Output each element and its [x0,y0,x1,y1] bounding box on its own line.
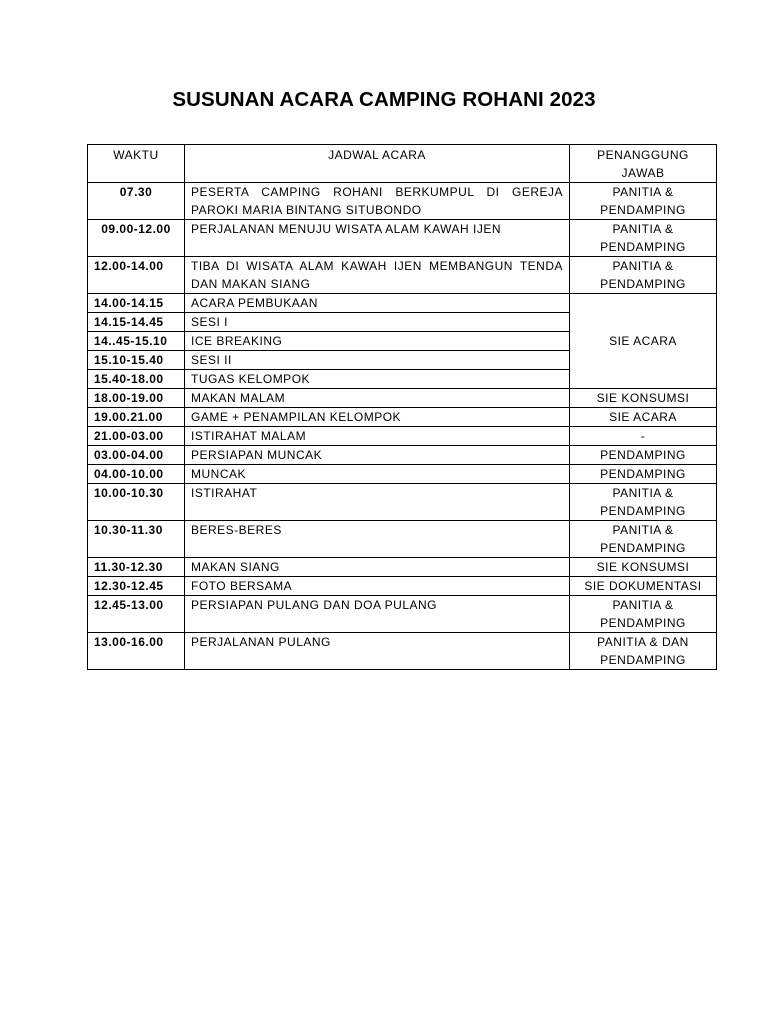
time-cell: 11.30-12.30 [88,558,185,577]
activity-cell: ICE BREAKING [185,332,570,351]
time-cell: 12.30-12.45 [88,577,185,596]
table-row [88,408,717,427]
table-row [88,521,717,558]
activity-cell: TUGAS KELOMPOK [185,370,570,389]
table-row [88,220,717,257]
responsible-cell: PANITIA & PENDAMPING [570,484,717,521]
responsible-cell-merged: SIE ACARA [570,294,717,389]
activity-cell: ACARA PEMBUKAAN [185,294,570,313]
header-time: WAKTU [88,145,185,183]
header-activity: JADWAL ACARA [185,145,570,183]
time-cell: 15.40-18.00 [88,370,185,389]
responsible-cell: PANITIA & DAN PENDAMPING [570,633,717,670]
table-row [88,558,717,577]
time-cell: 21.00-03.00 [88,427,185,446]
time-cell: 14.15-14.45 [88,313,185,332]
table-row [88,465,717,484]
responsible-cell: SIE DOKUMENTASI [570,577,717,596]
page-title: SUSUNAN ACARA CAMPING ROHANI 2023 [172,88,596,111]
responsible-cell: PANITIA & PENDAMPING [570,521,717,558]
activity-cell: MAKAN SIANG [185,558,570,577]
responsible-cell: PANITIA & PENDAMPING [570,183,717,220]
activity-cell: MAKAN MALAM [185,389,570,408]
activity-cell: PERJALANAN MENUJU WISATA ALAM KAWAH IJEN [185,220,570,257]
table-row [88,577,717,596]
responsible-cell: PANITIA & PENDAMPING [570,220,717,257]
table-row [88,446,717,465]
activity-cell: SESI I [185,313,570,332]
activity-cell: ISTIRAHAT MALAM [185,427,570,446]
time-cell: 13.00-16.00 [88,633,185,670]
time-cell: 14..45-15.10 [88,332,185,351]
table-row [88,257,717,294]
activity-cell: TIBA DI WISATA ALAM KAWAH IJEN MEMBANGUN TENDA DAN MAKAN SIANG [185,257,570,294]
responsible-cell: SIE KONSUMSI [570,389,717,408]
responsible-cell: PANITIA & PENDAMPING [570,596,717,633]
time-cell: 18.00-19.00 [88,389,185,408]
activity-cell: SESI II [185,351,570,370]
activity-cell: GAME + PENAMPILAN KELOMPOK [185,408,570,427]
time-cell: 14.00-14.15 [88,294,185,313]
responsible-cell: PENDAMPING [570,465,717,484]
time-cell: 07.30 [88,183,185,220]
time-cell: 09.00-12.00 [88,220,185,257]
table-row [88,427,717,446]
activity-cell: ISTIRAHAT [185,484,570,521]
table-row [88,294,717,313]
activity-cell: PERSIAPAN PULANG DAN DOA PULANG [185,596,570,633]
time-cell: 10.30-11.30 [88,521,185,558]
time-cell: 10.00-10.30 [88,484,185,521]
table-row [88,596,717,633]
table-row [88,183,717,220]
time-cell: 15.10-15.40 [88,351,185,370]
time-cell: 12.45-13.00 [88,596,185,633]
time-cell: 04.00-10.00 [88,465,185,484]
time-cell: 03.00-04.00 [88,446,185,465]
activity-cell: PERSIAPAN MUNCAK [185,446,570,465]
responsible-cell: SIE KONSUMSI [570,558,717,577]
activity-cell: FOTO BERSAMA [185,577,570,596]
activity-cell: PERJALANAN PULANG [185,633,570,670]
table-row [88,484,717,521]
schedule-table [87,144,717,670]
responsible-cell: PANITIA & PENDAMPING [570,257,717,294]
time-cell: 19.00.21.00 [88,408,185,427]
activity-cell: BERES-BERES [185,521,570,558]
table-header-row [88,145,717,183]
header-responsible: PENANGGUNG JAWAB [570,145,717,183]
table-row [88,389,717,408]
responsible-cell: SIE ACARA [570,408,717,427]
time-cell: 12.00-14.00 [88,257,185,294]
responsible-cell: PENDAMPING [570,446,717,465]
activity-cell: MUNCAK [185,465,570,484]
activity-cell: PESERTA CAMPING ROHANI BERKUMPUL DI GEREJA PAROKI MARIA BINTANG SITUBONDO [185,183,570,220]
table-row [88,633,717,670]
responsible-cell: - [570,427,717,446]
